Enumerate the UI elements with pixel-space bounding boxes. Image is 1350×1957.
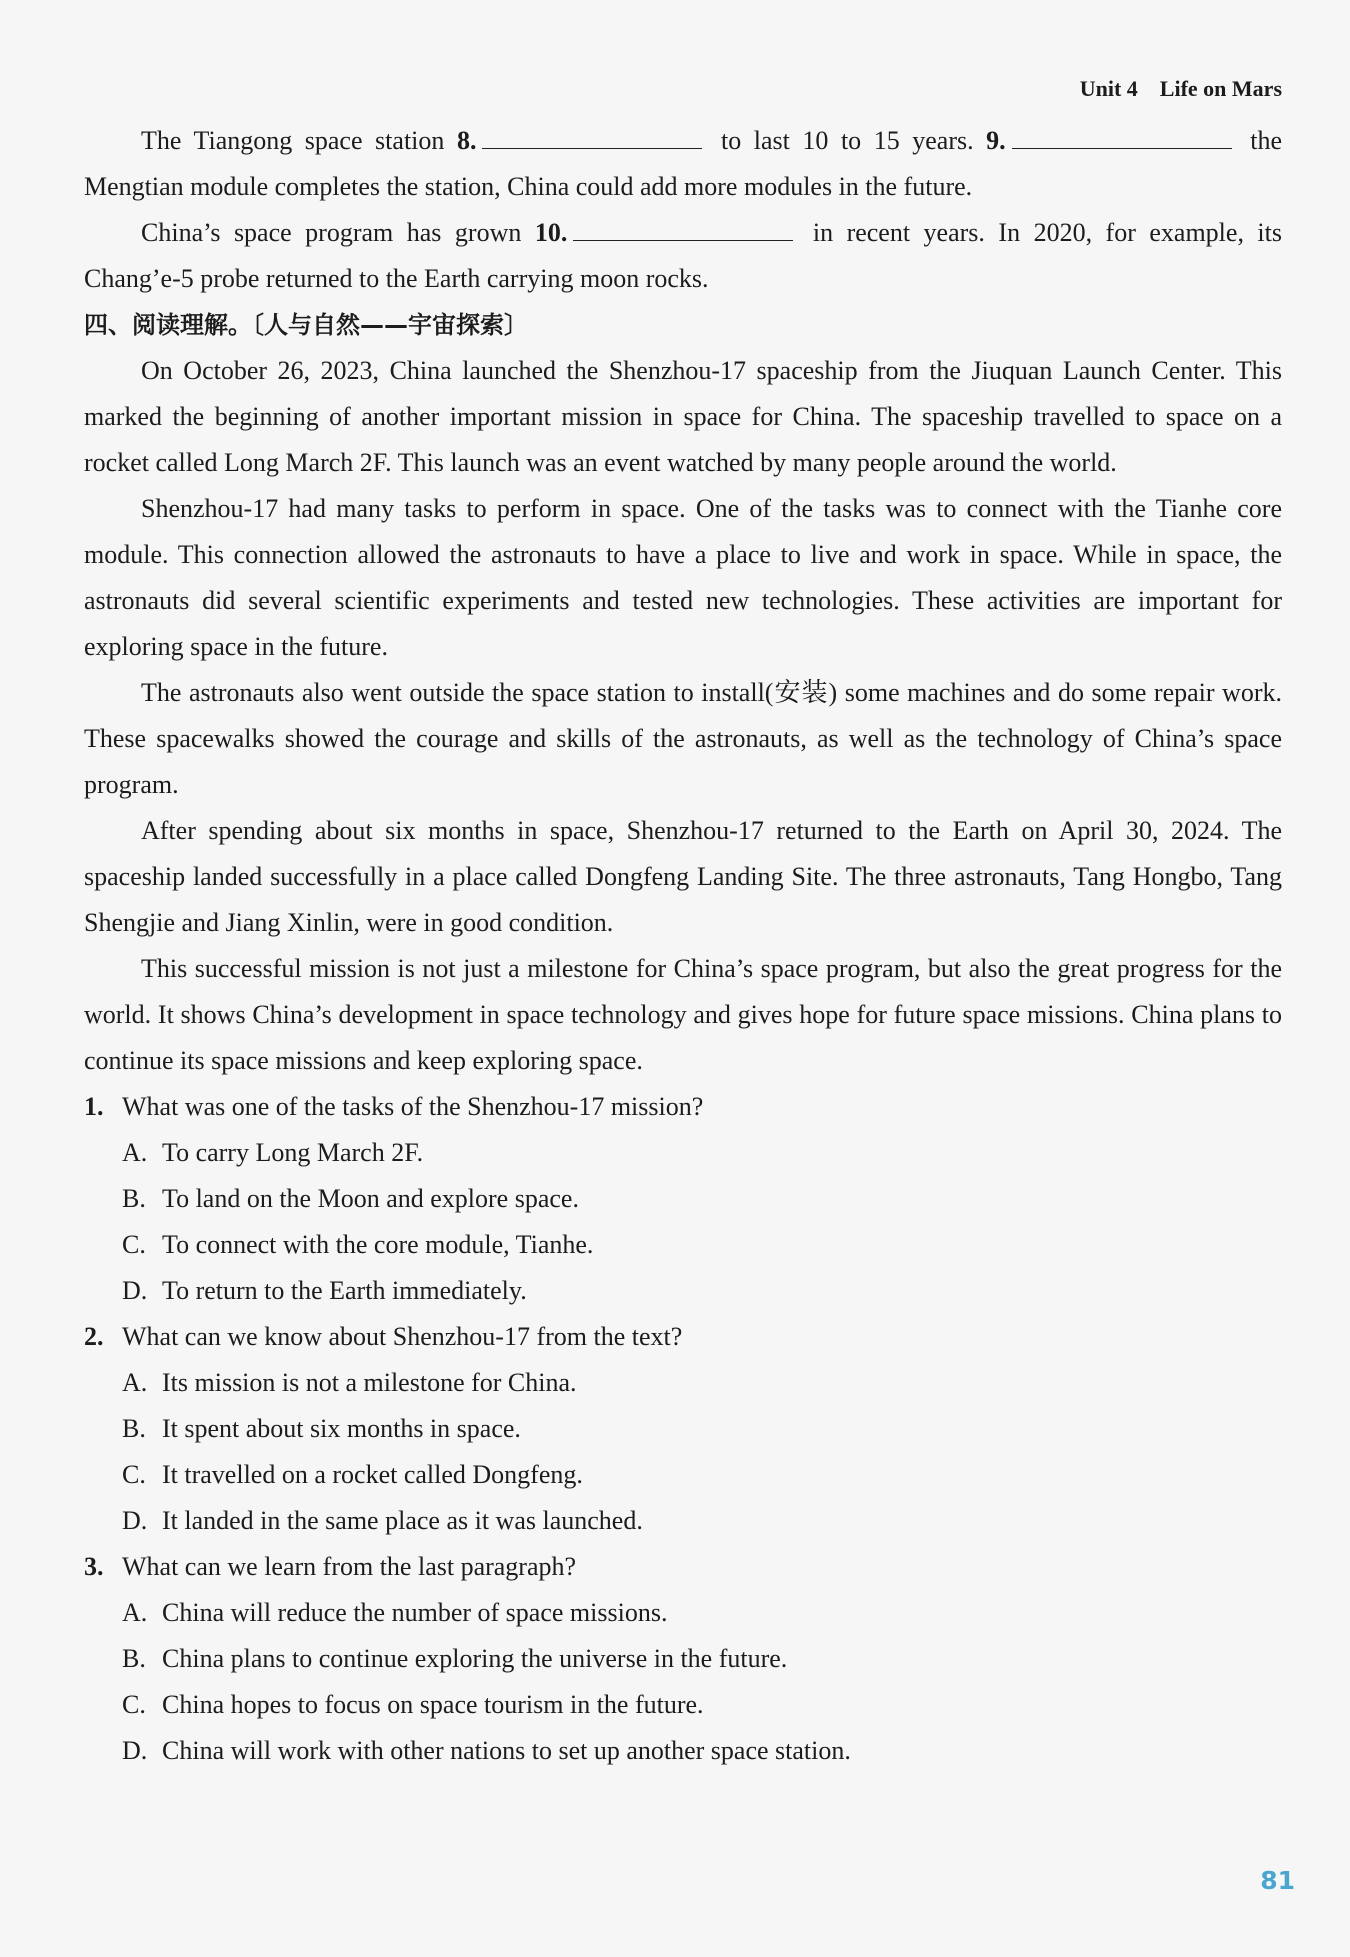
question-3 (84, 1544, 1282, 1774)
option-text: China will work with other nations to set up another space station. (162, 1736, 851, 1765)
running-header (1080, 76, 1282, 102)
option-c[interactable] (84, 1222, 1282, 1268)
option-text: It landed in the same place as it was launched. (162, 1506, 643, 1535)
option-a[interactable] (84, 1590, 1282, 1636)
cloze-text: to last 10 to 15 years. (720, 126, 974, 155)
option-d[interactable] (84, 1498, 1282, 1544)
question-number: 2. (84, 1322, 104, 1351)
option-letter: D. (122, 1736, 148, 1765)
option-b[interactable] (84, 1406, 1282, 1452)
option-letter: D. (122, 1276, 148, 1305)
option-d[interactable] (84, 1728, 1282, 1774)
cloze-text: in recent years. In 2020, for example, its Chang’e-5 probe returned to the Earth carrying moon rocks. (84, 218, 1282, 293)
blank-number-9: 9. (986, 126, 1006, 155)
answer-blank-8[interactable] (482, 120, 702, 149)
question-1 (84, 1084, 1282, 1314)
answer-blank-10[interactable] (573, 212, 793, 241)
option-b[interactable] (84, 1636, 1282, 1682)
passage-paragraph: On October 26, 2023, China launched the Shenzhou-17 spaceship from the Jiuquan Launch Center. This marked the beginning of another important mission in space for China. The spaceship travelled to space on a rocket called Long March 2F. This launch was an event watched by many people around the world. (84, 356, 1282, 477)
option-letter: C. (122, 1460, 146, 1489)
header-unit: Unit 4 (1079, 76, 1138, 101)
question-text: What was one of the tasks of the Shenzhou-17 mission? (122, 1092, 704, 1121)
answer-blank-9[interactable] (1012, 120, 1232, 149)
option-b[interactable] (84, 1176, 1282, 1222)
option-letter: A. (122, 1598, 148, 1627)
passage-paragraph: This successful mission is not just a milestone for China’s space program, but also the great progress for the world. It shows China’s development in space technology and gives hope for future space missions. China plans to continue its space missions and keep exploring space. (84, 954, 1282, 1075)
header-title: Life on Mars (1159, 76, 1282, 101)
option-text: To carry Long March 2F. (162, 1138, 424, 1167)
option-letter: D. (122, 1506, 148, 1535)
option-letter: C. (122, 1230, 146, 1259)
option-text: To land on the Moon and explore space. (162, 1184, 579, 1213)
option-letter: B. (122, 1414, 146, 1443)
option-c[interactable] (84, 1682, 1282, 1728)
option-letter: C. (122, 1690, 146, 1719)
option-letter: B. (122, 1184, 146, 1213)
question-number: 3. (84, 1552, 104, 1581)
blank-number-10: 10. (534, 218, 568, 247)
option-a[interactable] (84, 1360, 1282, 1406)
blank-number-8: 8. (456, 126, 477, 155)
option-letter: A. (122, 1368, 148, 1397)
option-text: Its mission is not a milestone for China. (162, 1368, 577, 1397)
option-text: China will reduce the number of space missions. (162, 1598, 668, 1627)
option-letter: B. (122, 1644, 146, 1673)
cloze-text: China’s space program has grown (141, 218, 522, 247)
question-2 (84, 1314, 1282, 1544)
option-text: To return to the Earth immediately. (162, 1276, 527, 1305)
option-text: To connect with the core module, Tianhe. (162, 1230, 594, 1259)
option-a[interactable] (84, 1130, 1282, 1176)
section-title: 四、阅读理解。〔人与自然——宇宙探索〕 (84, 311, 528, 339)
option-text: It travelled on a rocket called Dongfeng. (162, 1460, 583, 1489)
option-c[interactable] (84, 1452, 1282, 1498)
cloze-paragraph-1 (84, 118, 1282, 210)
question-number: 1. (84, 1092, 104, 1121)
option-d[interactable] (84, 1268, 1282, 1314)
passage-paragraph: After spending about six months in space, Shenzhou-17 returned to the Earth on April 30, 2024. The spaceship landed successfully in a place called Dongfeng Landing Site. The three astronauts, Tang Hongbo, Tang Shengjie and Jiang Xinlin, were in good condition. (84, 816, 1282, 937)
page-number: 81 (1260, 1866, 1295, 1895)
option-letter: A. (122, 1138, 148, 1167)
question-text: What can we learn from the last paragraph? (122, 1552, 577, 1581)
option-text: China plans to continue exploring the universe in the future. (162, 1644, 788, 1673)
option-text: China hopes to focus on space tourism in the future. (162, 1690, 704, 1719)
cloze-paragraph-2 (84, 210, 1282, 302)
page-content (84, 118, 1282, 1774)
passage-paragraph: Shenzhou-17 had many tasks to perform in space. One of the tasks was to connect with the Tianhe core module. This connection allowed the astronauts to have a place to live and work in space. While in space, the astronauts did several scientific experiments and tested new technologies. These activities are important for exploring space in the future. (84, 494, 1282, 661)
passage-paragraph: The astronauts also went outside the space station to install(安装) some machines and do some repair work. These spacewalks showed the courage and skills of the astronauts, as well as the technology of China’s space program. (84, 678, 1282, 799)
cloze-text: The Tiangong space station (141, 126, 445, 155)
question-text: What can we know about Shenzhou-17 from the text? (122, 1322, 683, 1351)
option-text: It spent about six months in space. (162, 1414, 521, 1443)
cloze-text: the Mengtian module completes the station, China could add more modules in the future. (84, 126, 1282, 201)
